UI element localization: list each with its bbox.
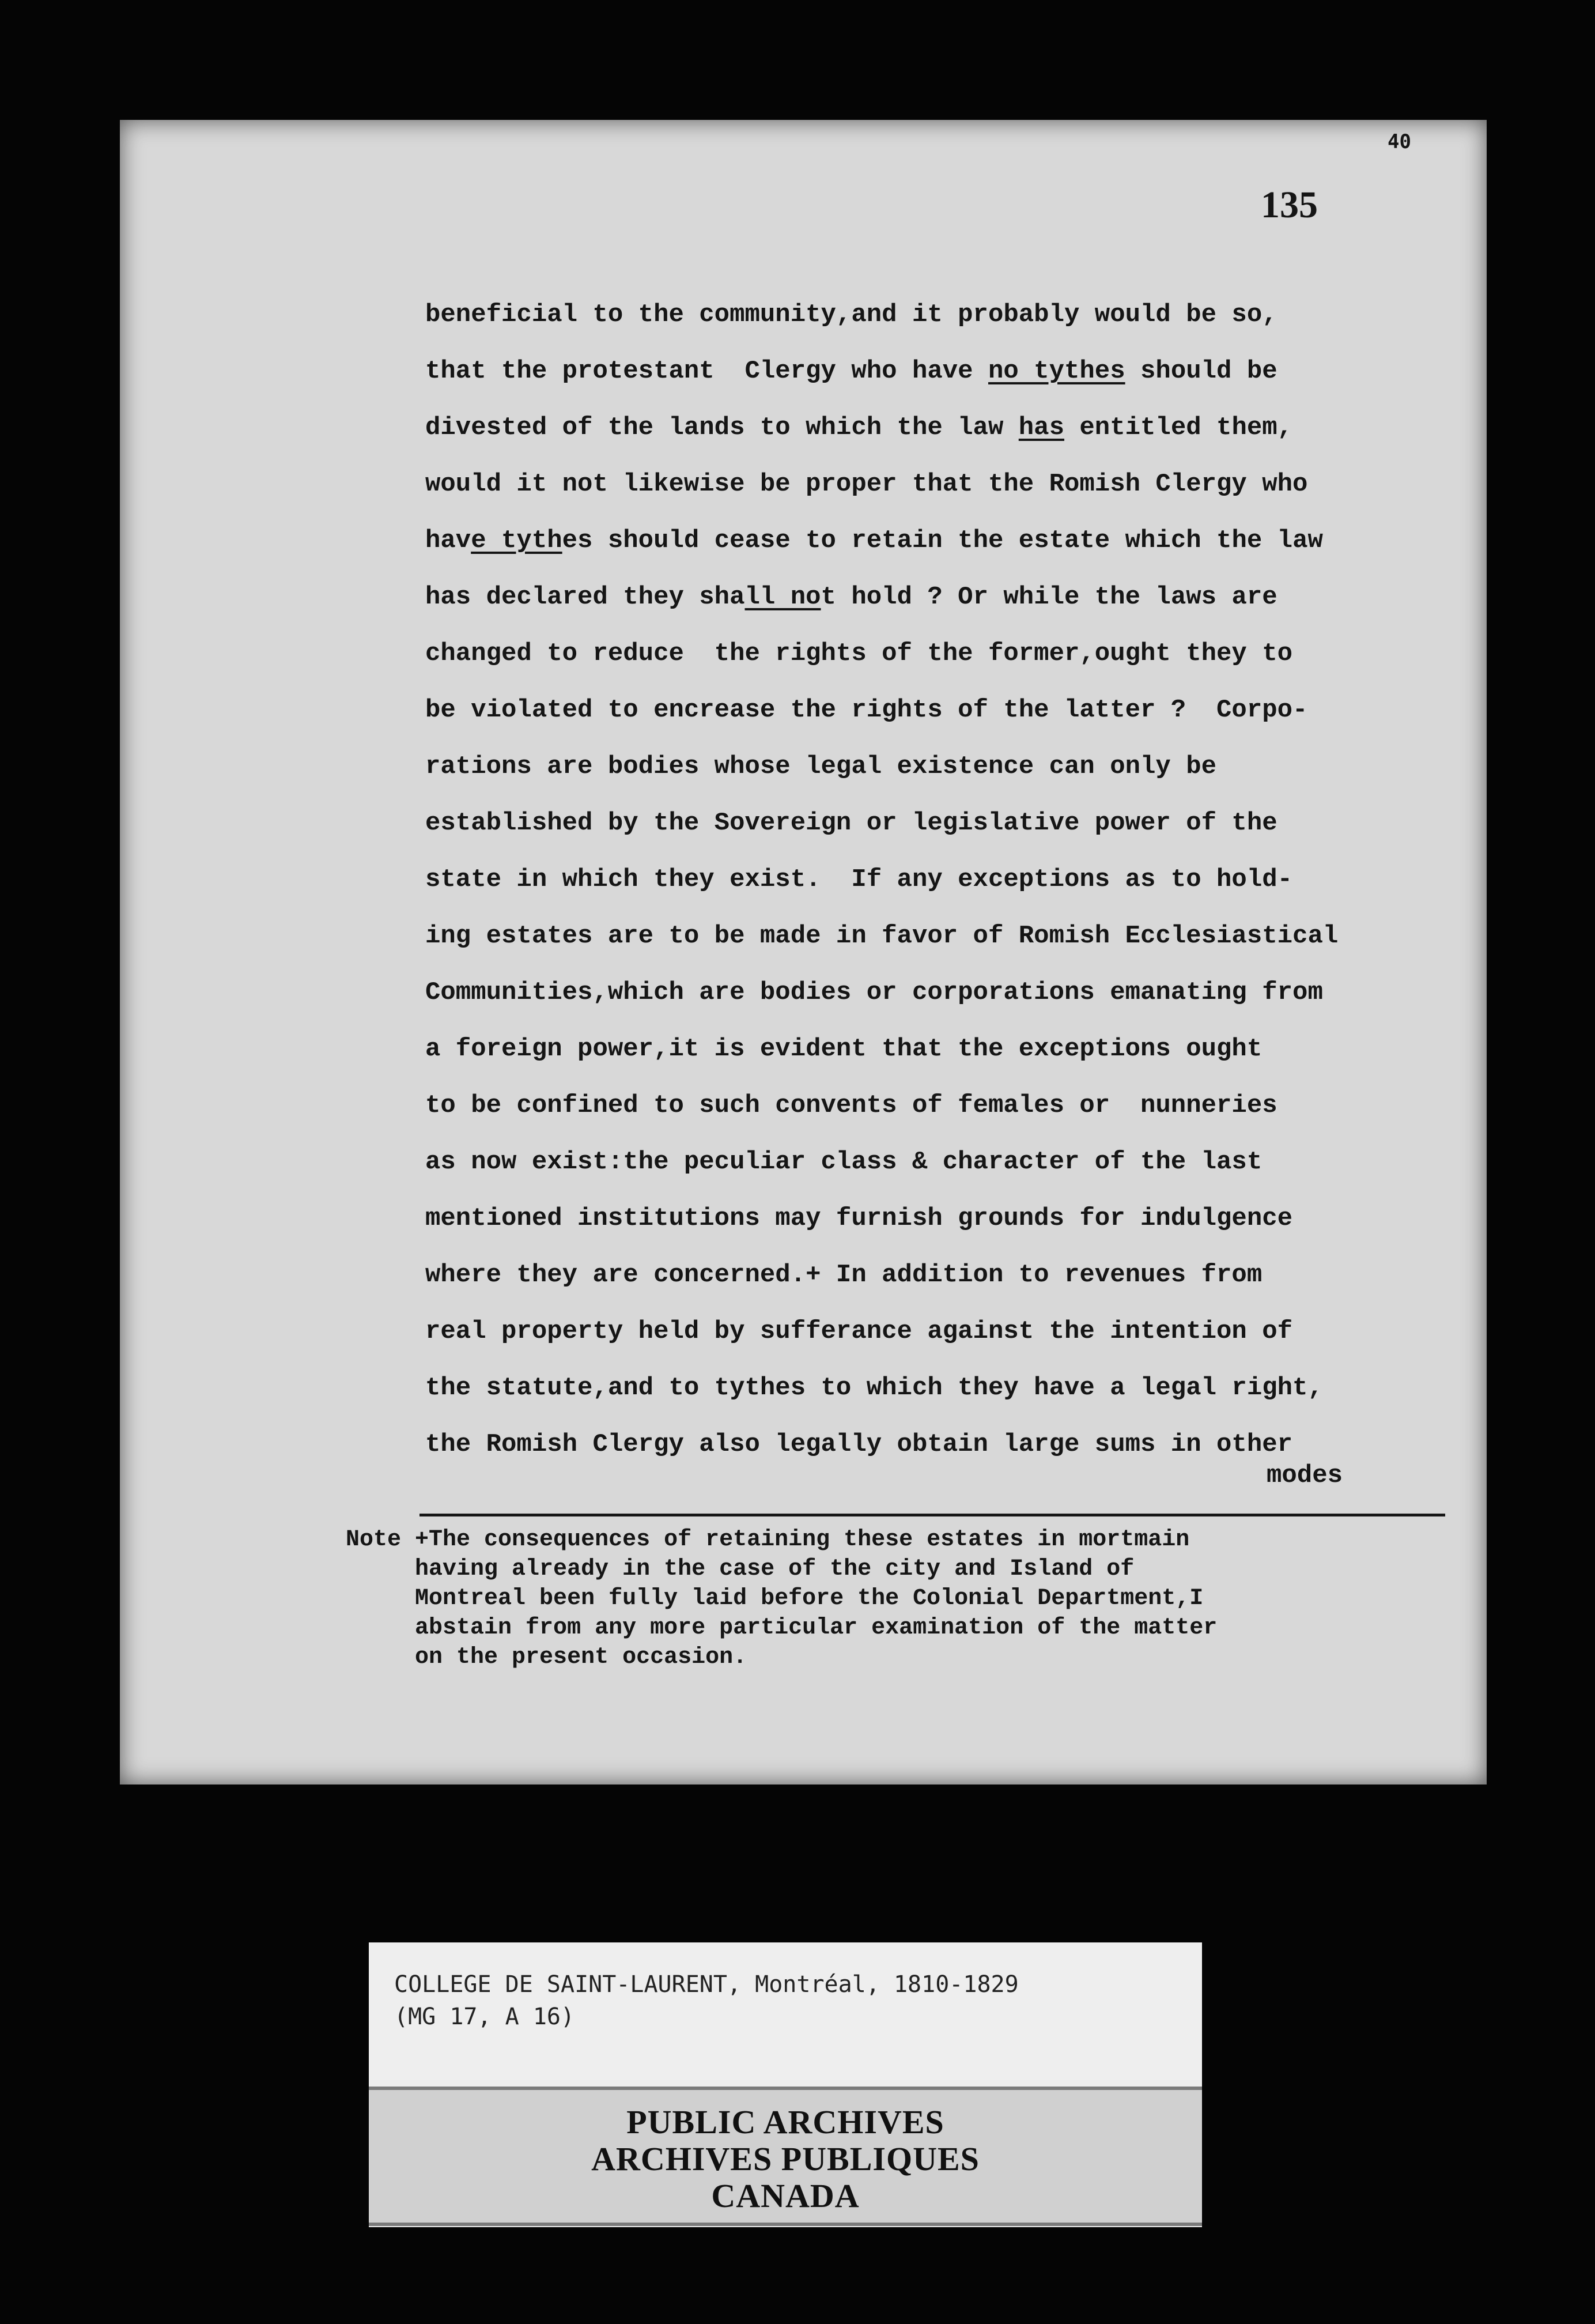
body-line: would it not likewise be proper that the Romish Clergy who [425,470,1308,499]
archive-label-card [369,1942,1202,2227]
footnote-line: Note +The consequences of retaining these estates in mortmain [346,1527,1190,1553]
archive-number: 40 [1388,130,1411,153]
document-page [120,120,1487,1784]
stamp-line-public-archives: PUBLIC ARCHIVES [626,2103,944,2141]
body-line: divested of the lands to which the law has entitled them, [425,413,1293,442]
footnote-line: having already in the case of the city and Island of [346,1556,1135,1582]
body-line: rations are bodies whose legal existence can only be [425,752,1217,781]
archives-stamp [369,2087,1202,2226]
body-line: Communities,which are bodies or corporations emanating from [425,978,1323,1007]
collection-title: COLLEGE DE SAINT-LAURENT, Montréal, 1810-1829 [394,1971,1019,1998]
body-line: the statute,and to tythes to which they have a legal right, [425,1374,1323,1402]
body-line: ing estates are to be made in favor of Romish Ecclesiastical [425,922,1339,950]
body-line: be violated to encrease the rights of the latter ? Corpo- [425,696,1308,725]
body-line: the Romish Clergy also legally obtain large sums in other [425,1430,1293,1459]
body-line: changed to reduce the rights of the former,ought they to [425,639,1293,668]
footnote-line: abstain from any more particular examination of the matter [346,1615,1218,1641]
body-line: established by the Sovereign or legislative power of the [425,809,1277,837]
body-line: where they are concerned.+ In addition to revenues from [425,1261,1263,1289]
body-line: real property held by sufferance against the intention of [425,1317,1293,1346]
body-line: have tythes should cease to retain the estate which the law [425,526,1323,555]
stamp-line-archives-publiques: ARCHIVES PUBLIQUES [591,2140,980,2178]
body-line: that the protestant Clergy who have no tythes should be [425,357,1277,386]
body-line: state in which they exist. If any exceptions as to hold- [425,865,1293,894]
stamp-line-canada: CANADA [711,2177,860,2214]
body-line: has declared they shall not hold ? Or while the laws are [425,583,1277,612]
footnote-rule [419,1514,1445,1516]
body-line: as now exist:the peculiar class & character of the last [425,1148,1263,1176]
body-line: a foreign power,it is evident that the exceptions ought [425,1035,1263,1063]
page-number: 135 [1261,184,1318,226]
footnote-line: Montreal been fully laid before the Colonial Department,I [346,1586,1204,1612]
body-line: mentioned institutions may furnish grounds for indulgence [425,1204,1293,1233]
body-line: to be confined to such convents of females or nunneries [425,1091,1277,1120]
collection-reference: (MG 17, A 16) [394,2004,575,2030]
body-line: beneficial to the community,and it probably would be so, [425,300,1277,329]
continuation-word: modes [1267,1461,1343,1490]
footnote-line: on the present occasion. [346,1644,747,1670]
